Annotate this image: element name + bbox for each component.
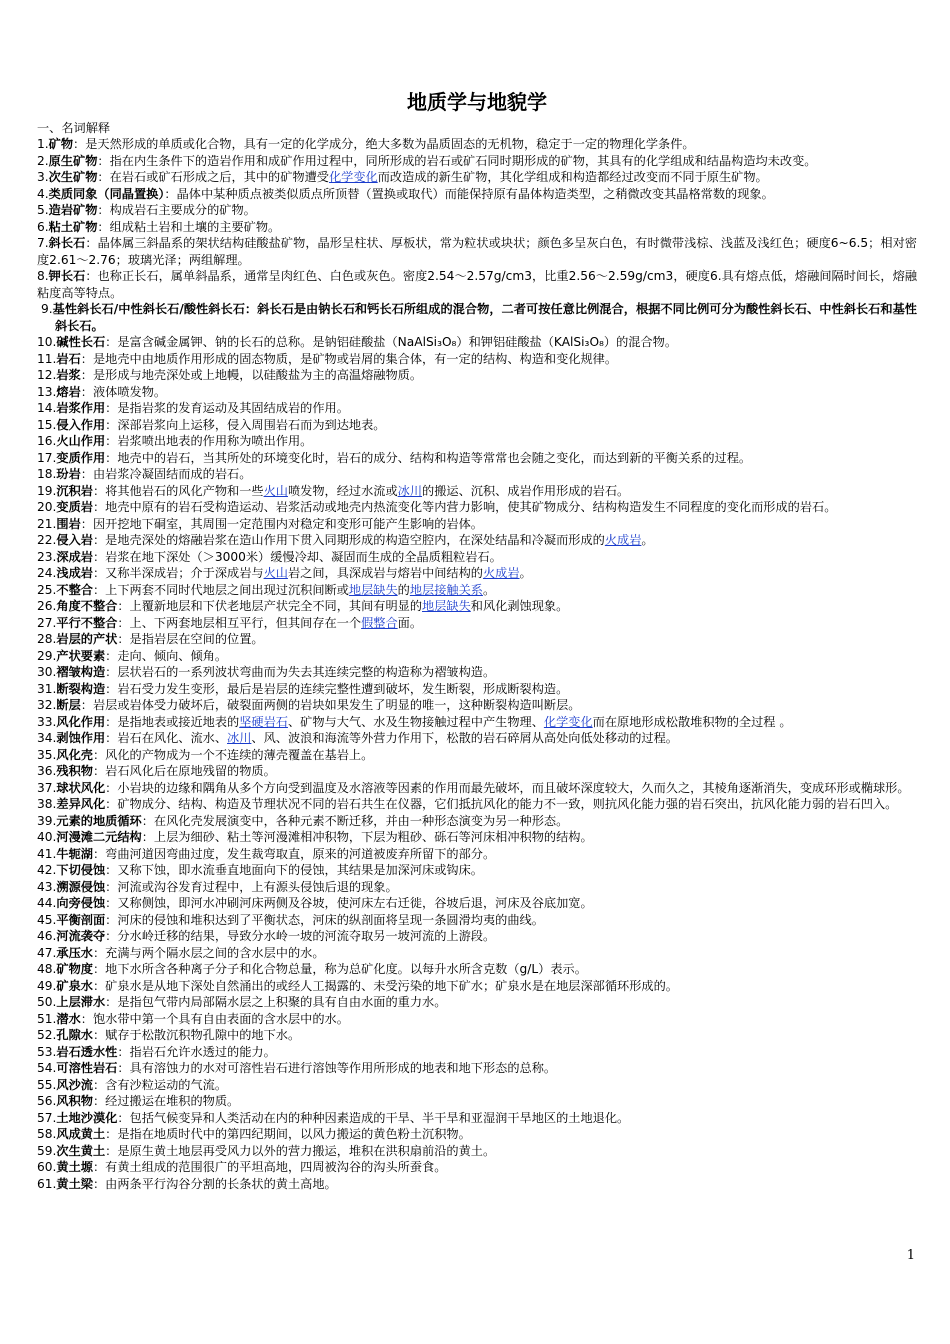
glossary-entry — [37, 978, 917, 995]
entry-definition: ：包括气候变异和人类活动在内的种种因素造成的干旱、半干旱和亚湿润干旱地区的土地退化。 — [117, 1110, 630, 1125]
entry-number: 10. — [37, 335, 57, 349]
entry-number: 7. — [37, 236, 49, 250]
document-title: 地质学与地貌学 — [407, 90, 547, 114]
entry-definition: ：地下水所含各种离子分子和化合物总量，称为总矿化度。以每升水所含克数（g/L）表示。 — [92, 962, 587, 976]
entry-number: 60. — [37, 1160, 57, 1174]
entry-definition: ：由岩浆冷凝固结而成的岩石。 — [80, 467, 252, 481]
entry-number: 42. — [37, 863, 57, 877]
glossary-entry — [37, 235, 917, 268]
hyperlink[interactable]: 火成岩 — [482, 566, 520, 580]
entry-term: 斜长石 — [48, 236, 86, 250]
glossary-entry — [37, 730, 917, 747]
entry-term: 产状要素 — [56, 648, 106, 663]
glossary-entry — [37, 714, 917, 731]
entry-number: 23. — [37, 549, 57, 564]
glossary-entry — [37, 895, 917, 912]
entry-term: 风化壳 — [56, 747, 93, 762]
entry-definition: ：组成粘土岩和土壤的主要矿物。 — [97, 219, 281, 234]
glossary-entry — [37, 928, 917, 945]
entry-number: 20. — [37, 500, 57, 514]
entry-number: 25. — [37, 582, 57, 597]
entry-number: 38. — [37, 797, 57, 811]
entry-term: 浅成岩 — [56, 566, 93, 580]
glossary-entry — [37, 1060, 917, 1077]
entry-number: 18. — [37, 467, 57, 481]
entry-definition: ：赋存于松散沉积物孔隙中的地下水。 — [92, 1028, 301, 1042]
entry-term: 下切侵蚀 — [56, 863, 106, 877]
glossary-entry — [37, 499, 917, 516]
entry-definition: ：又称半深成岩；介于深成岩与火山岩之间，具深成岩与熔岩中间结构的火成岩。 — [92, 566, 532, 580]
entry-term: 上层滞水 — [56, 995, 106, 1009]
glossary-entry — [37, 400, 917, 417]
glossary-entry — [37, 268, 917, 301]
glossary-entry — [37, 1143, 917, 1160]
entry-term: 熔岩 — [56, 384, 81, 399]
entry-number: 36. — [37, 764, 57, 778]
entry-number: 39. — [37, 813, 57, 828]
entry-term: 基性斜长石/中性斜长石/酸性斜长石：斜长石是由钠长石和钙长石所组成的混合物，二者可按任意比例混合，根据不同比例可分为酸性斜长石、中性斜长石和基性斜长石。 — [52, 302, 917, 333]
glossary-entry — [37, 681, 917, 698]
entry-number: 12. — [37, 368, 57, 382]
entry-number: 41. — [37, 846, 57, 861]
entry-term: 风化作用 — [56, 714, 106, 729]
entry-definition: ：地壳中原有的岩石受构造运动、岩浆活动或地壳内热流变化等内营力影响，使其矿物成分、结构构造发生不同程度的变化而形成的岩石。 — [92, 500, 837, 514]
entry-term: 玢岩 — [56, 467, 81, 481]
entry-definition: ：液体喷发物。 — [80, 384, 167, 399]
glossary-entry — [37, 565, 917, 582]
entry-definition: ：是指在地质时代中的第四纪期间，以风力搬运的黄色粉土沉积物。 — [105, 1127, 471, 1141]
glossary-entry — [37, 598, 917, 615]
glossary-entry — [37, 582, 917, 599]
glossary-entry — [37, 1044, 917, 1061]
entry-term: 侵入作用 — [56, 417, 106, 432]
glossary-entry — [37, 664, 917, 681]
entry-number: 35. — [37, 747, 57, 762]
entry-number: 31. — [37, 681, 57, 696]
glossary-entry — [37, 813, 917, 830]
entry-term: 平衡剖面 — [56, 912, 106, 927]
entry-definition: ：晶体属三斜晶系的架状结构硅酸盐矿物，晶形呈柱状、厚板状，常为粒状或块状；颜色多呈灰白色，有时微带浅棕、浅蓝及浅红色；硬度6~6.5；相对密度2.61～2.76；玻璃光泽；两组解理。 — [37, 236, 917, 267]
entry-definition: ：矿泉水是从地下深处自然涌出的或经人工揭露的、未受污染的地下矿水；矿泉水是在地层深部循环形成的。 — [92, 978, 678, 993]
entry-number: 3. — [37, 170, 49, 184]
hyperlink[interactable]: 火山 — [263, 566, 288, 580]
entry-number: 6. — [37, 219, 49, 234]
entry-definition: ：指在内生条件下的造岩作用和成矿作用过程中，同所形成的岩石或矿石同时期形成的矿物，其具有的化学组成和结晶构造均未改变。 — [97, 153, 817, 168]
entry-term: 风沙流 — [56, 1077, 93, 1092]
entry-definition: ：是指岩浆的发育运动及其固结成岩的作用。 — [105, 401, 349, 415]
hyperlink[interactable]: 地层缺失 — [348, 582, 398, 597]
glossary-entry — [37, 994, 917, 1011]
glossary-entry — [37, 1093, 917, 1110]
entry-definition: ：上覆新地层和下伏老地层产状完全不同，其间有明显的地层缺失和风化剥蚀现象。 — [117, 599, 569, 613]
entry-term: 原生矿物 — [48, 153, 98, 168]
entry-term: 角度不整合 — [56, 599, 118, 613]
entry-term: 岩层的产状 — [56, 632, 118, 646]
entry-definition: ：小岩块的边缘和隅角从多个方向受到温度及水溶液等因素的作用而最先破坏，而且破坏深度较大，久而久之，其棱角逐渐消失，变成环形或椭球形。 — [105, 780, 910, 795]
glossary-entry — [37, 912, 917, 929]
entry-term: 牛轭湖 — [56, 846, 93, 861]
entry-definition: ：又称下蚀，即水流垂直地面向下的侵蚀，其结果是加深河床或钩床。 — [105, 863, 483, 877]
glossary-entry — [37, 169, 917, 186]
entry-definition: ：饱水带中第一个具有自由表面的含水层中的水。 — [80, 1011, 349, 1026]
glossary-entry — [37, 780, 917, 797]
entry-term: 钾长石 — [48, 269, 86, 283]
entry-definition: ：有黄土组成的范围很广的平坦高地，四周被沟谷的沟头所蚕食。 — [92, 1160, 447, 1174]
hyperlink[interactable]: 坚硬岩石 — [239, 714, 288, 729]
glossary-entry — [37, 301, 917, 334]
glossary-entry — [37, 648, 917, 665]
entry-definition: ：构成岩石主要成分的矿物。 — [97, 203, 256, 217]
entry-term: 孔隙水 — [56, 1028, 93, 1042]
glossary-entry — [37, 631, 917, 648]
entry-term: 沉积岩 — [56, 483, 93, 498]
glossary-entry — [37, 367, 917, 384]
entry-term: 差异风化 — [56, 797, 106, 811]
entry-number: 4. — [37, 186, 49, 201]
entry-definition: ：矿物成分、结构、构造及节理状况不同的岩石共生在仪器，它们抵抗风化的能力不一致，则抗风化能力强的岩石突出，抗风化能力弱的岩石凹入。 — [105, 797, 898, 811]
entry-term: 剥蚀作用 — [56, 731, 106, 745]
entry-definition: ：又称侧蚀，即河水冲刷河床两侧及谷坡，使河床左右迁徙，谷坡后退，河床及谷底加宽。 — [105, 896, 593, 910]
glossary-entry — [37, 466, 917, 483]
glossary-entry — [37, 219, 917, 236]
entry-number: 19. — [37, 483, 57, 498]
entry-definition: ：是地壳中由地质作用形成的固态物质，是矿物或岩屑的集合体，有一定的结构、构造和变化规律。 — [80, 351, 618, 366]
entry-definition: ：岩浆在地下深处（＞3000米）缓慢冷却、凝固而生成的全晶质粗粒岩石。 — [92, 549, 502, 564]
entry-number: 48. — [37, 962, 57, 976]
entry-term: 岩石 — [56, 351, 81, 366]
entry-number: 37. — [37, 780, 57, 795]
glossary-entry — [37, 351, 917, 368]
hyperlink[interactable]: 冰川 — [227, 731, 252, 745]
entry-number: 1. — [37, 137, 49, 151]
entry-number: 34. — [37, 731, 57, 745]
entry-term: 侵入岩 — [56, 533, 93, 547]
entry-number: 33. — [37, 714, 57, 729]
entry-number: 14. — [37, 401, 57, 415]
page-number: 1 — [906, 1248, 915, 1263]
entry-number: 51. — [37, 1011, 57, 1026]
glossary-entry — [37, 1159, 917, 1176]
entry-definition: ：也称正长石，属单斜晶系，通常呈肉红色、白色或灰色。密度2.54～2.57g/cm3，比重2.56～2.59g/cm3，硬度6.具有熔点低，熔融间隔时间长，熔融粘度高等特点。 — [37, 269, 918, 300]
entry-definition: ：深部岩浆向上运移，侵入周围岩石而为到达地表。 — [105, 417, 386, 432]
entry-term: 造岩矿物 — [48, 203, 98, 217]
entry-term: 岩石透水性 — [56, 1044, 118, 1059]
entry-term: 土地沙漠化 — [56, 1110, 118, 1125]
hyperlink[interactable]: 化学变化 — [543, 714, 593, 729]
entry-definition: ：层状岩石的一系列波状弯曲而为失去其连续完整的构造称为褶皱构造。 — [105, 665, 496, 679]
entry-term: 向旁侵蚀 — [56, 896, 106, 910]
entry-number: 47. — [37, 945, 57, 960]
entry-term: 岩浆 — [56, 368, 81, 382]
entry-number: 2. — [37, 153, 49, 168]
entry-definition: ：在风化壳发展演变中，各种元素不断迁移，并由一种形态演变为另一种形态。 — [141, 813, 569, 828]
entry-term: 溯源侵蚀 — [56, 879, 106, 894]
entry-definition: ：含有沙粒运动的气流。 — [92, 1077, 228, 1092]
entry-term: 围岩 — [56, 516, 81, 531]
entry-number: 55. — [37, 1077, 57, 1092]
entry-term: 矿泉水 — [56, 978, 93, 993]
entry-term: 河流袭夺 — [56, 929, 106, 943]
glossary-entry — [37, 945, 917, 962]
entry-definition: ：是形成与地壳深处或上地幔，以硅酸盐为主的高温熔融物质。 — [80, 368, 423, 382]
hyperlink[interactable]: 火山 — [263, 483, 288, 498]
entry-definition: ：岩层或岩体受力破坏后，破裂面两侧的岩块如果发生了明显的唯一，这种断裂构造叫断层。 — [80, 698, 581, 712]
entry-term: 风积物 — [56, 1094, 93, 1108]
entry-term: 矿物度 — [56, 962, 93, 976]
glossary-entry — [37, 1110, 917, 1127]
entry-definition: ：岩石受力发生变形，最后是岩层的连续完整性遭到破坏，发生断裂，形成断裂构造。 — [105, 681, 569, 696]
entry-definition: ：分水岭迁移的结果，导致分水岭一坡的河流夺取另一坡河流的上游段。 — [105, 929, 496, 943]
glossary-entry — [37, 516, 917, 533]
entry-number: 59. — [37, 1143, 57, 1158]
entry-term: 断层 — [56, 698, 81, 712]
entry-number: 29. — [37, 648, 57, 663]
entry-definition: ：是指岩层在空间的位置。 — [117, 632, 264, 646]
entry-definition: ：地壳中的岩石，当其所处的环境变化时，岩石的成分、结构和构造等常常也会随之变化，而达到新的平衡关系的过程。 — [105, 450, 752, 465]
glossary-entry — [37, 846, 917, 863]
entry-term: 褶皱构造 — [56, 665, 106, 679]
glossary-entry — [37, 763, 917, 780]
entry-term: 深成岩 — [56, 549, 93, 564]
entry-definition: ：晶体中某种质点被类似质点所顶替（置换或取代）而能保持原有晶体构造类型，之稍微改变其晶格常数的现象。 — [164, 186, 774, 201]
glossary-entry — [37, 1176, 917, 1193]
entry-term: 岩浆作用 — [56, 401, 106, 415]
entry-term: 火山作用 — [56, 434, 106, 448]
entry-definition: ：是原生黄土地层再受风力以外的营力搬运，堆积在洪积扇前沿的黄土。 — [105, 1143, 496, 1158]
entry-number: 24. — [37, 566, 57, 580]
glossary-entry — [37, 202, 917, 219]
entry-number: 30. — [37, 665, 57, 679]
glossary-entry — [37, 483, 917, 500]
entry-term: 黄土塬 — [56, 1160, 93, 1174]
glossary-entry — [37, 384, 917, 401]
entry-definition: ：将其他岩石的风化产物和一些火山喷发物，经过水流或冰川的搬运、沉积、成岩作用形成的岩石。 — [92, 483, 630, 498]
entry-definition: ：是地壳深处的熔融岩浆在造山作用下贯入同期形成的构造空腔内，在深处结晶和冷凝而形成的火成岩。 — [92, 533, 654, 547]
entry-term: 变质岩 — [56, 500, 93, 514]
entry-number: 22. — [37, 533, 57, 547]
entry-term: 可溶性岩石 — [56, 1061, 118, 1075]
entry-term: 变质作用 — [56, 450, 106, 465]
entry-definition: ：由两条平行沟谷分割的长条状的黄土高地。 — [92, 1176, 337, 1191]
entry-number: 26. — [37, 599, 57, 613]
entry-term: 球状风化 — [56, 780, 106, 795]
entry-number: 53. — [37, 1044, 57, 1059]
entry-definition: ：经过搬运在堆积的物质。 — [92, 1094, 240, 1108]
hyperlink[interactable]: 化学变化 — [328, 170, 378, 184]
hyperlink[interactable]: 假整合 — [361, 615, 398, 630]
entry-term: 平行不整合 — [56, 615, 118, 630]
entry-term: 潜水 — [56, 1011, 81, 1026]
entry-number: 46. — [37, 929, 57, 943]
entry-number: 43. — [37, 879, 57, 894]
entry-number: 52. — [37, 1028, 57, 1042]
entry-term: 风成黄土 — [56, 1127, 106, 1141]
glossary-entry — [37, 136, 917, 153]
entry-number: 49. — [37, 978, 57, 993]
glossary-entry — [37, 747, 917, 764]
hyperlink[interactable]: 地层接触关系 — [409, 582, 483, 597]
entry-number: 5. — [37, 203, 49, 217]
entry-number: 58. — [37, 1127, 57, 1141]
entry-term: 次生矿物 — [48, 170, 98, 184]
entry-term: 矿物 — [48, 137, 74, 151]
entry-term: 粘土矿物 — [48, 219, 98, 234]
hyperlink[interactable]: 冰川 — [397, 483, 423, 498]
entry-number: 54. — [37, 1061, 57, 1075]
entry-definition: ：岩石风化后在原地残留的物质。 — [92, 764, 276, 778]
entry-definition: ：是天然形成的单质或化合物，具有一定的化学成分，绝大多数为晶质固态的无机物，稳定于一定的物理化学条件。 — [73, 137, 695, 151]
entry-definition: ：因开挖地下硐室，其周围一定范围内对稳定和变形可能产生影响的岩体。 — [80, 516, 483, 531]
entry-number: 11. — [37, 351, 57, 366]
entry-definition: ：上层为细砂、粘土等河漫滩相冲积物，下层为粗砂、砾石等河床相冲积物的结构。 — [141, 830, 593, 844]
entry-definition: ：风化的产物成为一个不连续的薄壳覆盖在基岩上。 — [92, 747, 374, 762]
entry-number: 13. — [37, 384, 57, 399]
entry-number: 8. — [37, 269, 49, 283]
glossary-entry — [37, 1011, 917, 1028]
glossary-entry — [37, 1027, 917, 1044]
glossary-entry — [37, 186, 917, 203]
glossary-entry — [37, 1126, 917, 1143]
glossary-entry — [37, 697, 917, 714]
glossary-entry — [37, 615, 917, 632]
entry-definition: ：是指包气带内局部隔水层之上积聚的具有自由水面的重力水。 — [105, 995, 447, 1009]
entry-number: 16. — [37, 434, 57, 448]
glossary-entry — [37, 450, 917, 467]
entry-definition: ：在岩石或矿石形成之后，其中的矿物遭受化学变化而改造成的新生矿物，其化学组成和构造都经过改变而不同于原生矿物。 — [97, 170, 768, 184]
entry-definition: ：具有溶蚀力的水对可溶性岩石进行溶蚀等作用所形成的地表和地下形态的总称。 — [117, 1061, 557, 1075]
glossary-entry — [37, 879, 917, 896]
entry-definition: ：是指地表或接近地表的坚硬岩石、矿物与大气、水及生物接触过程中产生物理、化学变化而在原地形成松散堆积物的全过程 。 — [105, 714, 792, 729]
glossary-list — [37, 136, 917, 1192]
entry-term: 断裂构造 — [56, 681, 106, 696]
entry-term: 残积物 — [56, 764, 93, 778]
entry-term: 不整合 — [56, 582, 93, 597]
entry-term: 承压水 — [56, 945, 93, 960]
entry-term: 碱性长石 — [56, 335, 106, 349]
glossary-entry — [37, 862, 917, 879]
entry-number: 17. — [37, 450, 57, 465]
glossary-entry — [37, 796, 917, 813]
entry-number: 15. — [37, 417, 57, 432]
section-heading: 一、名词解释 — [37, 121, 111, 135]
entry-number: 50. — [37, 995, 57, 1009]
glossary-entry — [37, 334, 917, 351]
entry-definition: ：充满与两个隔水层之间的含水层中的水。 — [92, 945, 325, 960]
entry-term: 类质同象（同晶置换） — [48, 186, 165, 201]
glossary-entry — [37, 153, 917, 170]
glossary-entry — [37, 532, 917, 549]
entry-definition: ：河床的侵蚀和堆积达到了平衡状态，河床的纵剖面将呈现一条圆滑均夷的曲线。 — [105, 912, 544, 927]
entry-definition: ：是富含碱金属钾、钠的长石的总称。是钠铝硅酸盐（NaAlSi₃O₈）和钾铝硅酸盐（KAlSi₃O₈）的混合物。 — [105, 335, 678, 349]
entry-definition: ：岩浆喷出地表的作用称为喷出作用。 — [105, 434, 313, 448]
entry-number: 28. — [37, 632, 57, 646]
entry-number: 44. — [37, 896, 57, 910]
hyperlink[interactable]: 火成岩 — [604, 533, 642, 547]
entry-definition: ：指岩石允许水透过的能力。 — [117, 1044, 276, 1059]
entry-number: 21. — [37, 516, 57, 531]
entry-definition: ：走向、倾向、倾角。 — [105, 648, 228, 663]
entry-definition: ：上、下两套地层相互平行，但其间存在一个假整合面。 — [117, 615, 423, 630]
document-page — [37, 88, 917, 1192]
entry-number: 32. — [37, 698, 57, 712]
entry-term: 元素的地质循环 — [56, 813, 142, 828]
glossary-entry — [37, 433, 917, 450]
entry-definition: ：上下两套不同时代地层之间出现过沉积间断或地层缺失的地层接触关系。 — [92, 582, 496, 597]
entry-number: 45. — [37, 912, 57, 927]
entry-definition: ：弯曲河道因弯曲过度，发生裁弯取直，原来的河道被废弃所留下的部分。 — [92, 846, 496, 861]
entry-number: 61. — [37, 1176, 57, 1191]
entry-definition: ：岩石在风化、流水、冰川、风、波浪和海流等外营力作用下，松散的岩石碎屑从高处向低处移动的过程。 — [105, 731, 678, 745]
glossary-entry — [37, 549, 917, 566]
glossary-entry — [37, 1077, 917, 1094]
entry-number: 27. — [37, 615, 57, 630]
entry-definition: ：河流或沟谷发育过程中，上有源头侵蚀后退的现象。 — [105, 879, 398, 894]
hyperlink[interactable]: 地层缺失 — [422, 599, 471, 613]
entry-number: 57. — [37, 1110, 57, 1125]
glossary-entry — [37, 961, 917, 978]
entry-number: 40. — [37, 830, 57, 844]
entry-number: 56. — [37, 1094, 57, 1108]
glossary-entry — [37, 829, 917, 846]
entry-term: 河漫滩二元结构 — [56, 830, 142, 844]
entry-number: 9. — [41, 302, 53, 316]
entry-term: 黄土梁 — [56, 1176, 93, 1191]
entry-term: 次生黄土 — [56, 1143, 106, 1158]
glossary-entry — [37, 417, 917, 434]
